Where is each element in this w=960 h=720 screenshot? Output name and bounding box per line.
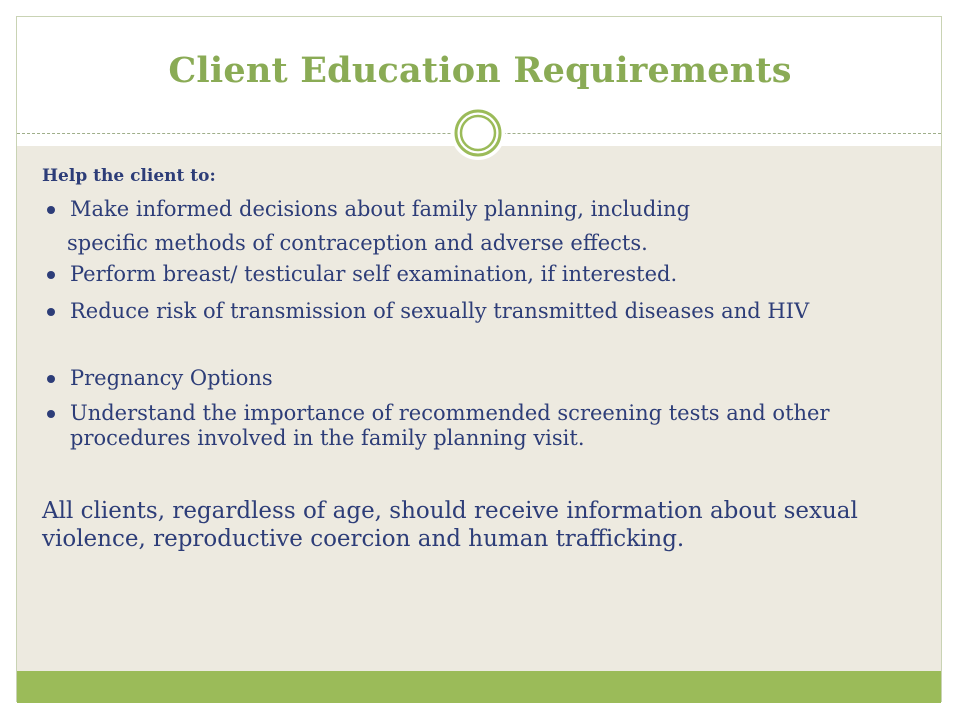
bullet-item-self-examination: Perform breast/ testicular self examination, if interested. [70,262,678,286]
bullet-item-pregnancy-options: Pregnancy Options [70,366,273,390]
bullet-dot-icon [47,206,55,214]
bullet-item-family-planning: Make informed decisions about family planning, including [70,197,691,221]
double-ring-circle-icon [451,106,505,160]
footer-bar [17,671,941,703]
bullet-item-screening-tests: Understand the importance of recommended screening tests and other procedures involved in the family planning visit. [70,401,830,450]
bullet-dot-icon [47,410,55,418]
bullet-dot-icon [47,308,55,316]
bullet-item-continuation: specific methods of contraception and adverse effects. [67,231,648,255]
slide-title: Client Education Requirements [168,50,792,91]
bullet-dot-icon [47,375,55,383]
intro-text: Help the client to: [42,166,216,186]
bullet-dot-icon [47,271,55,279]
closing-statement: All clients, regardless of age, should receive information about sexual violence, reproductive coercion and human trafficking. [42,498,858,552]
bullet-item-reduce-risk: Reduce risk of transmission of sexually transmitted diseases and HIV [70,299,810,323]
